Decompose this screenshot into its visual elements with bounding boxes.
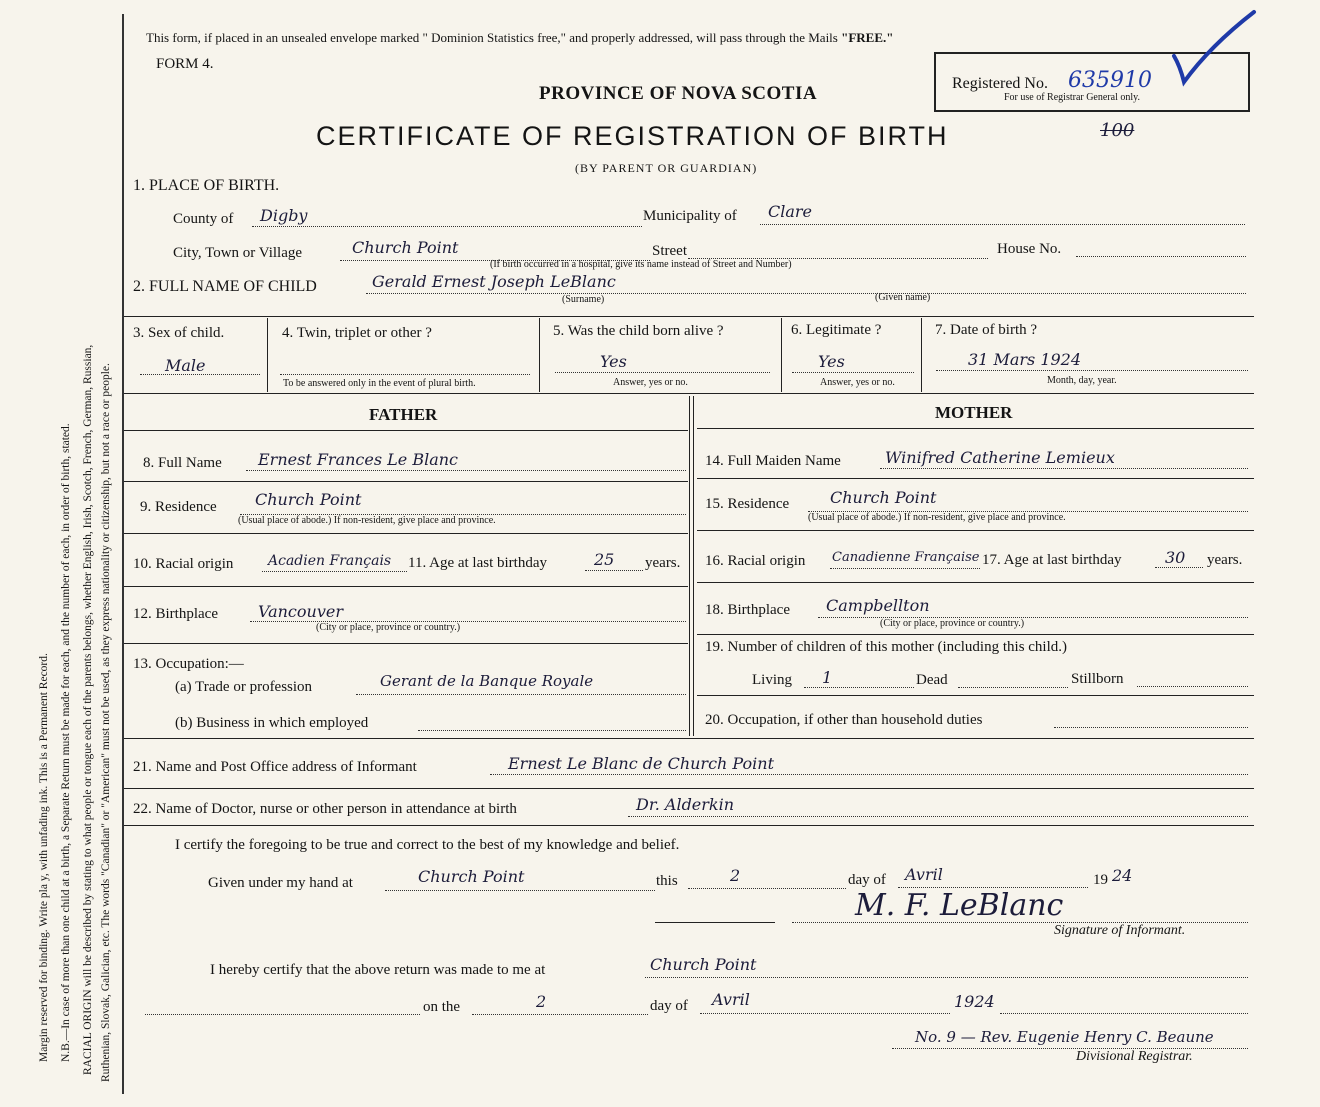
dob-value: 31 Mars 1924 xyxy=(968,350,1082,369)
alive-value: Yes xyxy=(600,352,627,371)
registrar-year-value: 1924 xyxy=(954,992,995,1011)
form-number: FORM 4. xyxy=(156,56,214,72)
given-label: Given under my hand at xyxy=(208,875,353,891)
father-age-label: 11. Age at last birthday xyxy=(408,555,547,571)
margin-note-1: Margin reserved for binding. Write pla​ y, with unfading ink. This is a Permanent Record. xyxy=(38,653,50,1062)
street-label: Street xyxy=(652,243,687,259)
mother-age-value: 30 xyxy=(1165,548,1186,567)
mother-race-value: Canadienne Française xyxy=(832,550,980,565)
doctor-label: 22. Name of Doctor, nurse or other person in attendance at birth xyxy=(133,801,517,817)
surname-note: (Surname) xyxy=(562,294,605,305)
postal-note: This form, if placed in an unsealed envelope marked " Dominion Statistics free," and properly addressed, will pass through the Mails "FREE." xyxy=(146,30,894,45)
father-birthplace-value: Vancouver xyxy=(258,602,343,621)
father-race-label: 10. Racial origin xyxy=(133,556,234,572)
margin-note-2: N.B.—In case of more than one child at a birth, a Separate Return must be made for each, and the number of each, in order of birth, stated. xyxy=(60,423,72,1062)
sex-value: Male xyxy=(165,356,206,375)
city-value: Church Point xyxy=(352,238,459,257)
alive-note: Answer, yes or no. xyxy=(613,377,688,388)
checkmark-icon xyxy=(1170,6,1260,90)
stillborn-label: Stillborn xyxy=(1071,671,1124,687)
living-label: Living xyxy=(752,672,792,688)
county-label: County of xyxy=(173,211,234,227)
child-name-value: Gerald Ernest Joseph LeBlanc xyxy=(372,272,616,291)
given-year-value: 24 xyxy=(1112,866,1133,885)
municipality-label: Municipality of xyxy=(643,208,737,224)
on-the-label: on the xyxy=(423,999,461,1015)
children-count-label: 19. Number of children of this mother (including this child.) xyxy=(705,639,1068,655)
registrar-signature: No. 9 — Rev. Eugenie Henry C. Beaune xyxy=(915,1028,1214,1046)
mother-birthplace-note: (City or place, province or country.) xyxy=(880,618,1025,629)
dob-label: 7. Date of birth ? xyxy=(935,322,1038,338)
father-residence-value: Church Point xyxy=(255,490,362,509)
father-residence-label: 9. Residence xyxy=(140,499,217,515)
father-race-value: Acadien Français xyxy=(268,553,392,569)
informant-label: 21. Name and Post Office address of Informant xyxy=(133,759,417,775)
legitimate-label: 6. Legitimate ? xyxy=(791,322,882,338)
mother-race-label: 16. Racial origin xyxy=(705,553,806,569)
given-month-value: Avril xyxy=(905,865,943,884)
place-of-birth-heading: 1. PLACE OF BIRTH. xyxy=(133,177,280,194)
father-residence-note: (Usual place of abode.) If non-resident, give place and province. xyxy=(238,515,496,526)
father-heading: FATHER xyxy=(369,405,438,424)
informant-signature: M. F. LeBlanc xyxy=(855,888,1064,923)
dead-label: Dead xyxy=(916,672,948,688)
certify-statement: I certify the foregoing to be true and correct to the best of my knowledge and belief. xyxy=(175,837,680,853)
mother-birthplace-value: Campbellton xyxy=(826,596,930,615)
registrar-place-value: Church Point xyxy=(650,955,757,974)
registrar-statement: I hereby certify that the above return was made to me at xyxy=(210,962,546,978)
county-value: Digby xyxy=(260,206,308,225)
sex-label: 3. Sex of child. xyxy=(133,325,225,341)
certificate-title: CERTIFICATE OF REGISTRATION OF BIRTH xyxy=(316,121,949,151)
given-place-value: Church Point xyxy=(418,867,525,886)
mother-name-value: Winifred Catherine Lemieux xyxy=(885,448,1115,467)
this-label: this xyxy=(656,873,678,889)
registrar-day-value: 2 xyxy=(536,992,547,1011)
signature-informant-label: Signature of Informant. xyxy=(1054,923,1186,938)
father-name-label: 8. Full Name xyxy=(143,455,222,471)
alive-label: 5. Was the child born alive ? xyxy=(553,323,724,339)
registrar-month-value: Avril xyxy=(712,990,750,1009)
given-day-value: 2 xyxy=(730,866,741,885)
mother-name-label: 14. Full Maiden Name xyxy=(705,453,841,469)
mother-age-unit: years. xyxy=(1207,552,1243,568)
city-label: City, Town or Village xyxy=(173,245,303,261)
twin-note: To be answered only in the event of plural birth. xyxy=(283,378,476,389)
municipality-value: Clare xyxy=(768,202,813,221)
informant-value: Ernest Le Blanc de Church Point xyxy=(508,754,775,773)
father-business-label: (b) Business in which employed xyxy=(175,715,369,731)
child-name-label: 2. FULL NAME OF CHILD xyxy=(133,278,317,295)
living-value: 1 xyxy=(822,668,833,687)
legitimate-value: Yes xyxy=(818,352,845,371)
mother-heading: MOTHER xyxy=(935,403,1013,422)
crossed-number: 100 xyxy=(1100,120,1135,141)
margin-note-3: RACIAL ORIGIN will be described by stating to what people or tongue each of the parents belongs, whether English, Irish, Scotch, French, German, Russian, xyxy=(82,344,94,1075)
mother-residence-note: (Usual place of abode.) If non-resident, give place and province. xyxy=(808,512,1066,523)
twin-label: 4. Twin, triplet or other ? xyxy=(282,325,432,341)
divisional-registrar-label: Divisional Registrar. xyxy=(1076,1049,1193,1064)
province-heading: PROVINCE OF NOVA SCOTIA xyxy=(539,83,818,104)
mother-residence-value: Church Point xyxy=(830,488,937,507)
mother-age-label: 17. Age at last birthday xyxy=(982,552,1122,568)
certificate-subtitle: (BY PARENT OR GUARDIAN) xyxy=(575,161,758,175)
given-year-prefix: 19 xyxy=(1093,872,1108,888)
mother-birthplace-label: 18. Birthplace xyxy=(705,602,790,618)
father-age-unit: years. xyxy=(645,555,681,571)
house-label: House No. xyxy=(997,241,1062,257)
binding-margin-line xyxy=(122,14,124,1094)
father-birthplace-label: 12. Birthplace xyxy=(133,606,218,622)
registered-label: Registered No. xyxy=(952,75,1048,92)
legitimate-note: Answer, yes or no. xyxy=(820,377,895,388)
registered-note: For use of Registrar General only. xyxy=(1004,92,1140,103)
father-trade-value: Gerant de la Banque Royale xyxy=(380,672,594,690)
father-occupation-label: 13. Occupation:— xyxy=(133,656,244,672)
margin-note-4: Ruthenian, Slovak, Galician, etc. The words "Canadian" or "American" must not be used, as they express nationality or citizenship, but not a race or people. xyxy=(100,363,112,1082)
mother-residence-label: 15. Residence xyxy=(705,496,790,512)
mother-occupation-label: 20. Occupation, if other than household duties xyxy=(705,712,983,728)
father-name-value: Ernest Frances Le Blanc xyxy=(258,450,459,469)
day-of-label: day of xyxy=(848,872,886,888)
father-trade-label: (a) Trade or profession xyxy=(175,679,313,695)
registered-number: 635910 xyxy=(1068,68,1152,93)
dob-note: Month, day, year. xyxy=(1047,375,1117,386)
hospital-note: (If birth occurred in a hospital, give its name instead of Street and Number) xyxy=(490,259,792,270)
given-name-note: (Given name) xyxy=(875,292,931,303)
doctor-value: Dr. Alderkin xyxy=(636,795,735,814)
father-age-value: 25 xyxy=(594,550,615,569)
father-birthplace-note: (City or place, province or country.) xyxy=(316,622,461,633)
registrar-day-of-label: day of xyxy=(650,998,688,1014)
